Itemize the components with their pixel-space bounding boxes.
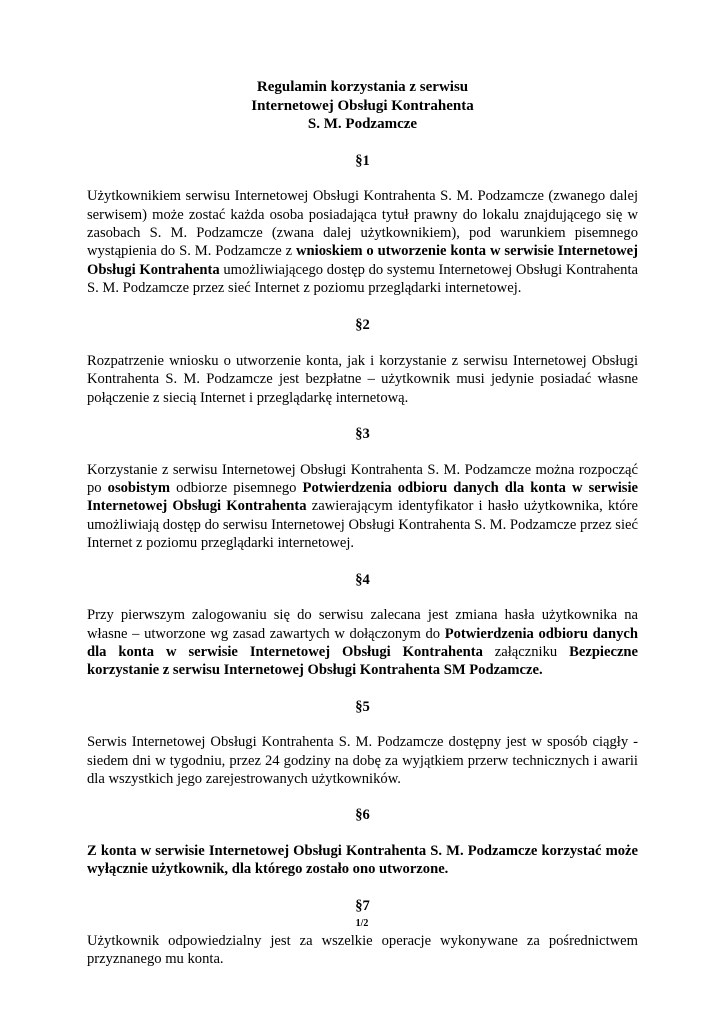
section-paragraph — [87, 187, 638, 297]
document-title-line-1: Regulamin korzystania z serwisu — [256, 79, 469, 95]
section-heading: §3 — [355, 426, 370, 443]
text-run-bold: wnioskiem o utworzenie konta w serwisie Internetowej Obsługi Kontrahenta — [87, 243, 638, 278]
text-run: odbiorze pisemnego — [170, 480, 303, 497]
section-paragraph — [87, 842, 638, 879]
text-run: umożliwiającego dostęp do systemu Internetowej Obsługi Kontrahenta S. M. Podzamcze przez sieć Internet z poziomu przeglądarki internetowej. — [87, 261, 638, 297]
section-heading: §6 — [355, 807, 370, 824]
section-heading: §2 — [355, 316, 370, 333]
section-paragraph — [87, 733, 638, 788]
section-paragraph — [87, 352, 638, 407]
text-run-bold: Bezpieczne korzystanie z serwisu Internetowej Obsługi Kontrahenta SM Podzamcze. — [87, 643, 639, 679]
section-paragraph — [87, 461, 638, 553]
section-heading: §4 — [355, 571, 370, 588]
section-heading: §1 — [355, 152, 370, 169]
document-title-line-2: Internetowej Obsługi Kontrahenta — [251, 97, 474, 114]
text-run: Serwis Internetowej Obsługi Kontrahenta S. M. Podzamcze dostępny jest w sposób ciągły - siedem dni w tygodniu, przez 24 godziny na dobę za wyjątkiem przerw technicznych i awarii dla wszystkich jego zarejestrowanych użytkowników. — [87, 734, 638, 787]
text-run: Przy pierwszym zalogowaniu się do serwisu zalecana jest zmiana hasła użytkownika na własne – utworzone wg zasad zawartych w dołączonym do — [87, 607, 638, 642]
document-title-line-3: S. M. Podzamcze — [307, 116, 418, 133]
section-heading: §7 — [355, 897, 370, 914]
page-number: 1/2 — [355, 918, 369, 929]
section-paragraph — [87, 606, 638, 680]
text-run-bold: Potwierdzenia odbioru danych dla konta w serwisie Internetowej Obsługi Kontrahenta — [87, 480, 639, 515]
text-run: Rozpatrzenie wniosku o utworzenie konta, jak i korzystanie z serwisu Internetowej Obsługi Kontrahenta S. M. Podzamcze jest bezpłatne – użytkownik musi jedynie posiadać własne połączenie z siecią Internet i przeglądarkę internetową. — [87, 353, 638, 406]
text-run: Użytkownik odpowiedzialny jest za wszelkie operacje wykonywane za pośrednictwem przyznanego mu konta. — [87, 932, 638, 968]
text-run: Użytkownikiem serwisu Internetowej Obsługi Kontrahenta S. M. Podzamcze (zwanego dalej serwisem) może zostać każda osoba posiadająca tytuł prawny do lokalu znajdującego się w zasobach S. M. Podzamcze (zwana dalej użytkownikiem), pod warunkiem pisemnego wystąpienia do S. M. Podzamcze z — [87, 188, 638, 260]
section-paragraph — [87, 932, 638, 969]
text-run-bold: Potwierdzenia odbioru danych dla konta w serwisie Internetowej Obsługi Kontrahenta — [87, 625, 638, 660]
text-run: Korzystanie z serwisu Internetowej Obsługi Kontrahenta S. M. Podzamcze można rozpocząć po — [87, 461, 638, 497]
document-body — [87, 78, 638, 969]
section-heading: §5 — [355, 698, 370, 715]
text-run: załączniku — [482, 643, 570, 660]
text-run-bold: Z konta w serwisie Internetowej Obsługi Kontrahenta S. M. Podzamcze korzystać może wyłącznie użytkownik, dla którego zostało ono utworzone. — [87, 842, 638, 878]
text-run-bold: osobistym — [107, 480, 171, 497]
text-run: zawierającym identyfikator i hasło użytkownika, które umożliwiają dostęp do serwisu Internetowej Obsługi Kontrahenta S. M. Podzamcze przez sieć Internet z poziomu przeglądarki internetowej. — [87, 498, 638, 552]
